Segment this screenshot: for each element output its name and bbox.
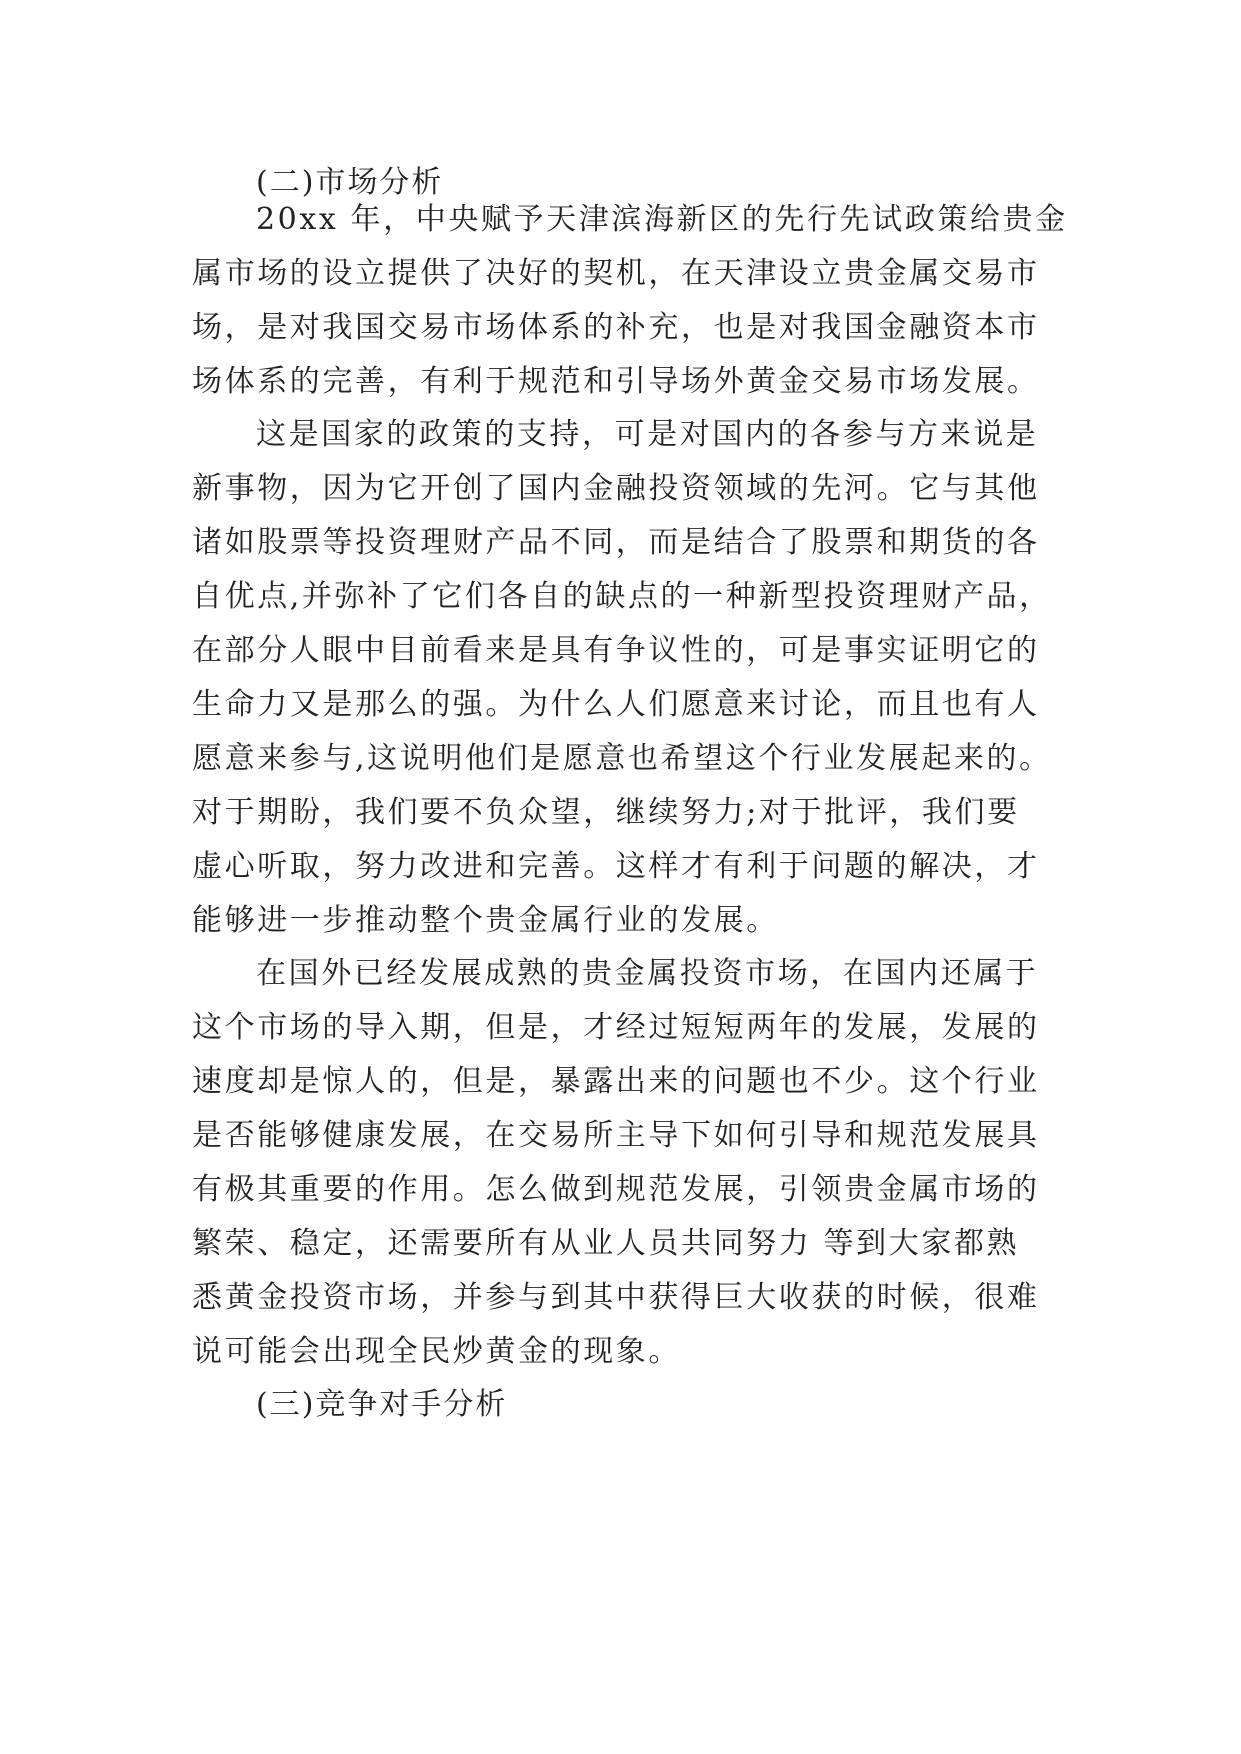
section-heading-market: (二)市场分析: [256, 165, 444, 200]
paragraph-line: 在国外已经发展成熟的贵金属投资市场，在国内还属于: [256, 956, 1039, 991]
paragraph-line: 悉黄金投资市场，并参与到其中获得巨大收获的时候，很难: [192, 1280, 1040, 1315]
paragraph-line: 诸如股票等投资理财产品不同，而是结合了股票和期货的各: [192, 525, 1040, 560]
paragraph-line: 这个市场的导入期，但是，才经过短短两年的发展，发展的: [192, 1010, 1040, 1045]
paragraph-line: 这是国家的政策的支持，可是对国内的各参与方来说是: [256, 417, 1039, 452]
paragraph-line: 虚心听取，努力改进和完善。这样才有利于问题的解决，才: [192, 849, 1040, 884]
paragraph-line: 说可能会出现全民炒黄金的现象。: [192, 1334, 681, 1369]
section-heading-competitor: (三)竞争对手分析: [256, 1387, 508, 1422]
paragraph-line: 20xx 年，中央赋予天津滨海新区的先行先试政策给贵金: [256, 202, 1068, 237]
paragraph-line: 新事物，因为它开创了国内金融投资领域的先河。它与其他: [192, 471, 1040, 506]
paragraph-line: 繁荣、稳定，还需要所有从业人员共同努力 等到大家都熟: [192, 1226, 1020, 1261]
paragraph-line: 对于期盼，我们要不负众望，继续努力;对于批评，我们要: [192, 795, 1020, 830]
paragraph-line: 愿意来参与,这说明他们是愿意也希望这个行业发展起来的。: [192, 741, 1052, 776]
paragraph-line: 自优点,并弥补了它们各自的缺点的一种新型投资理财产品，: [192, 579, 1052, 614]
paragraph-line: 能够进一步推动整个贵金属行业的发展。: [192, 903, 779, 938]
paragraph-line: 场，是对我国交易市场体系的补充，也是对我国金融资本市: [192, 310, 1040, 345]
paragraph-line: 有极其重要的作用。怎么做到规范发展，引领贵金属市场的: [192, 1172, 1040, 1207]
paragraph-line: 速度却是惊人的，但是，暴露出来的问题也不少。这个行业: [192, 1064, 1040, 1099]
paragraph-line: 在部分人眼中目前看来是具有争议性的，可是事实证明它的: [192, 633, 1040, 668]
paragraph-line: 属市场的设立提供了决好的契机，在天津设立贵金属交易市: [192, 256, 1040, 291]
paragraph-line: 是否能够健康发展，在交易所主导下如何引导和规范发展具: [192, 1118, 1040, 1153]
paragraph-line: 场体系的完善，有利于规范和引导场外黄金交易市场发展。: [192, 364, 1040, 399]
paragraph-line: 生命力又是那么的强。为什么人们愿意来讨论，而且也有人: [192, 687, 1040, 722]
